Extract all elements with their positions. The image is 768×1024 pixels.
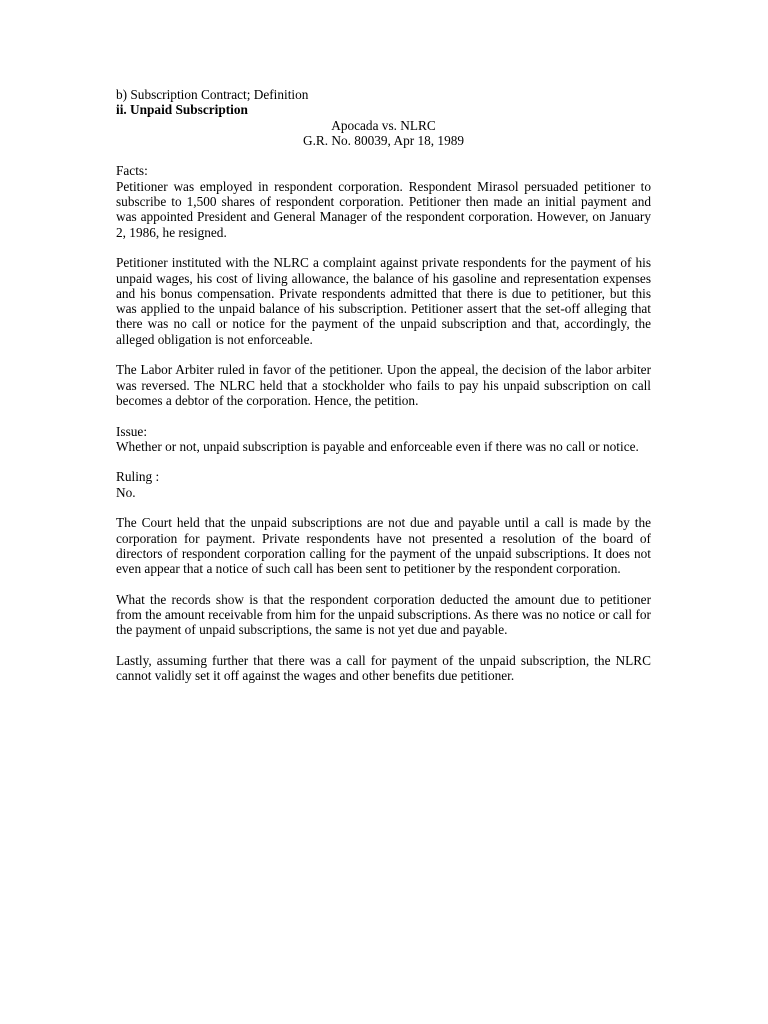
section-heading: b) Subscription Contract; Definition (116, 87, 309, 102)
ruling-label: Ruling : (116, 469, 160, 485)
ruling-paragraph: What the records show is that the respondent corporation deducted the amount due to petitioner from the amount receivable from him for the unpaid subscriptions. As there was no notice or call for the payment of unpaid subscriptions, the same is not yet due and payable. (116, 591, 651, 638)
facts-paragraph: Petitioner instituted with the NLRC a complaint against private respondents for the payment of his unpaid wages, his cost of living allowance, the balance of his gasoline and representation expenses and his bonus compensation. Private respondents admitted that there is due to petitioner, but this was applied to the unpaid balance of his subscription. Petitioner assert that the set-off alleging that there was no call or notice for the payment of the unpaid subscription and that, accordingly, the alleged obligation is not enforceable. (116, 255, 651, 347)
case-title: Apocada vs. NLRC (331, 117, 436, 133)
facts-paragraph: The Labor Arbiter ruled in favor of the petitioner. Upon the appeal, the decision of the labor arbiter was reversed. The NLRC held that a stockholder who fails to pay his unpaid subscription on call becomes a debtor of the corporation. Hence, the petition. (116, 362, 651, 408)
issue-text: Whether or not, unpaid subscription is payable and enforceable even if there was no call or notice. (116, 438, 639, 454)
subsection-heading: ii. Unpaid Subscription (116, 102, 248, 118)
ruling-paragraph: The Court held that the unpaid subscriptions are not due and payable until a call is made by the corporation for payment. Private respondents have not presented a resolution of the board of directors of respondent corporation calling for the payment of the unpaid subscriptions. It does not even appear that a notice of such call has been sent to petitioner by the respondent corporation. (116, 515, 651, 577)
ruling-paragraph: Lastly, assuming further that there was a call for payment of the unpaid subscription, the NLRC cannot validly set it off against the wages and other benefits due petitioner. (116, 652, 651, 684)
ruling-answer: No. (116, 484, 136, 500)
case-citation: G.R. No. 80039, Apr 18, 1989 (302, 132, 465, 148)
facts-paragraph: Petitioner was employed in respondent corporation. Respondent Mirasol persuaded petitioner to subscribe to 1,500 shares of respondent corporation. Petitioner then made an initial payment and was appointed President and General Manager of the respondent corporation. However, on January 2, 1986, he resigned. (116, 178, 651, 240)
issue-label: Issue: (116, 423, 148, 439)
facts-label: Facts: (116, 163, 148, 179)
